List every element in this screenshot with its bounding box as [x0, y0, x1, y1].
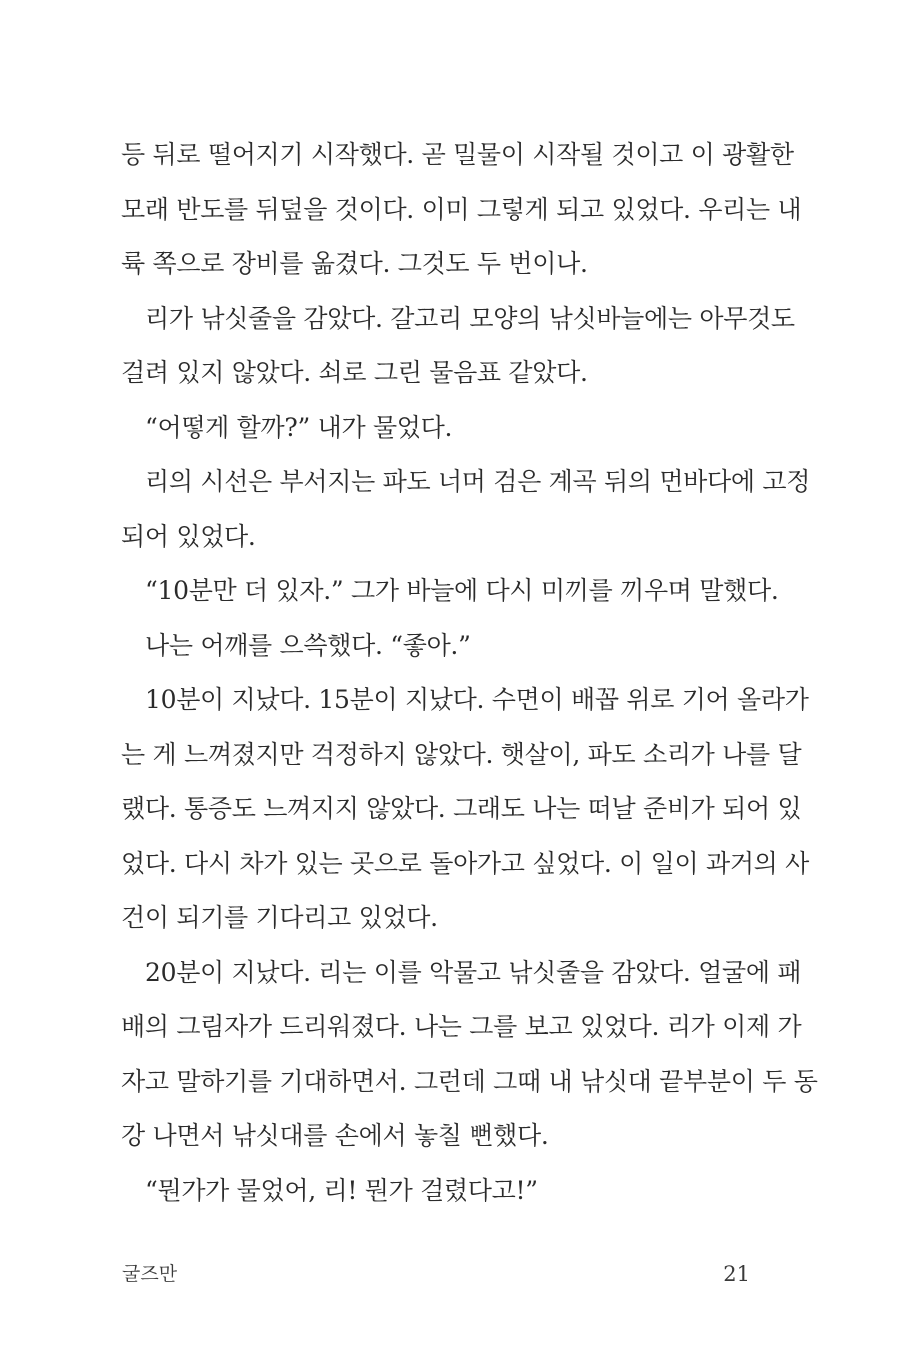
text-line: 20분이 지났다. 리는 이를 악물고 낚싯줄을 감았다. 얼굴에 패: [145, 957, 802, 987]
text-line: 랬다. 통증도 느껴지지 않았다. 그래도 나는 떠날 준비가 되어 있: [121, 794, 802, 823]
text-line: 자고 말하기를 기대하면서. 그런데 그때 내 낚싯대 끝부분이 두 동: [121, 1066, 818, 1096]
text-line: “10분만 더 있자.” 그가 바늘에 다시 미끼를 끼우며 말했다.: [145, 576, 779, 605]
text-line: “어떻게 할까?” 내가 물었다.: [145, 412, 453, 442]
running-footer-title: 굴즈만: [122, 1263, 178, 1285]
text-line: 등 뒤로 떨어지기 시작했다. 곧 밀물이 시작될 것이고 이 광활한: [121, 140, 794, 169]
text-line: 배의 그림자가 드리워졌다. 나는 그를 보고 있었다. 리가 이제 가: [121, 1012, 802, 1041]
text-line: 었다. 다시 차가 있는 곳으로 돌아가고 싶었다. 이 일이 과거의 사: [121, 848, 810, 878]
page-number: 21: [723, 1262, 750, 1286]
text-line: 나는 어깨를 으쓱했다. “좋아.”: [145, 630, 471, 660]
text-line: “뭔가가 물었어, 리! 뭔가 걸렸다고!”: [145, 1175, 538, 1205]
text-line: 는 게 느껴졌지만 걱정하지 않았다. 햇살이, 파도 소리가 나를 달: [121, 739, 802, 769]
text-line: 모래 반도를 뒤덮을 것이다. 이미 그렇게 되고 있었다. 우리는 내: [121, 194, 802, 224]
text-line: 되어 있었다.: [121, 521, 256, 551]
text-line: 강 나면서 낚싯대를 손에서 놓칠 뻔했다.: [121, 1121, 549, 1150]
text-line: 10분이 지났다. 15분이 지났다. 수면이 배꼽 위로 기어 올라가: [145, 685, 809, 714]
text-line: 걸려 있지 않았다. 쇠로 그린 물음표 같았다.: [121, 358, 588, 387]
body-text: [121, 128, 818, 1218]
text-line: 리의 시선은 부서지는 파도 너머 검은 계곡 뒤의 먼바다에 고정: [145, 467, 811, 496]
text-line: 리가 낚싯줄을 감았다. 갈고리 모양의 낚싯바늘에는 아무것도: [145, 303, 795, 333]
text-line: 륙 쪽으로 장비를 옮겼다. 그것도 두 번이나.: [121, 249, 588, 278]
text-line: 건이 되기를 기다리고 있었다.: [121, 903, 438, 932]
